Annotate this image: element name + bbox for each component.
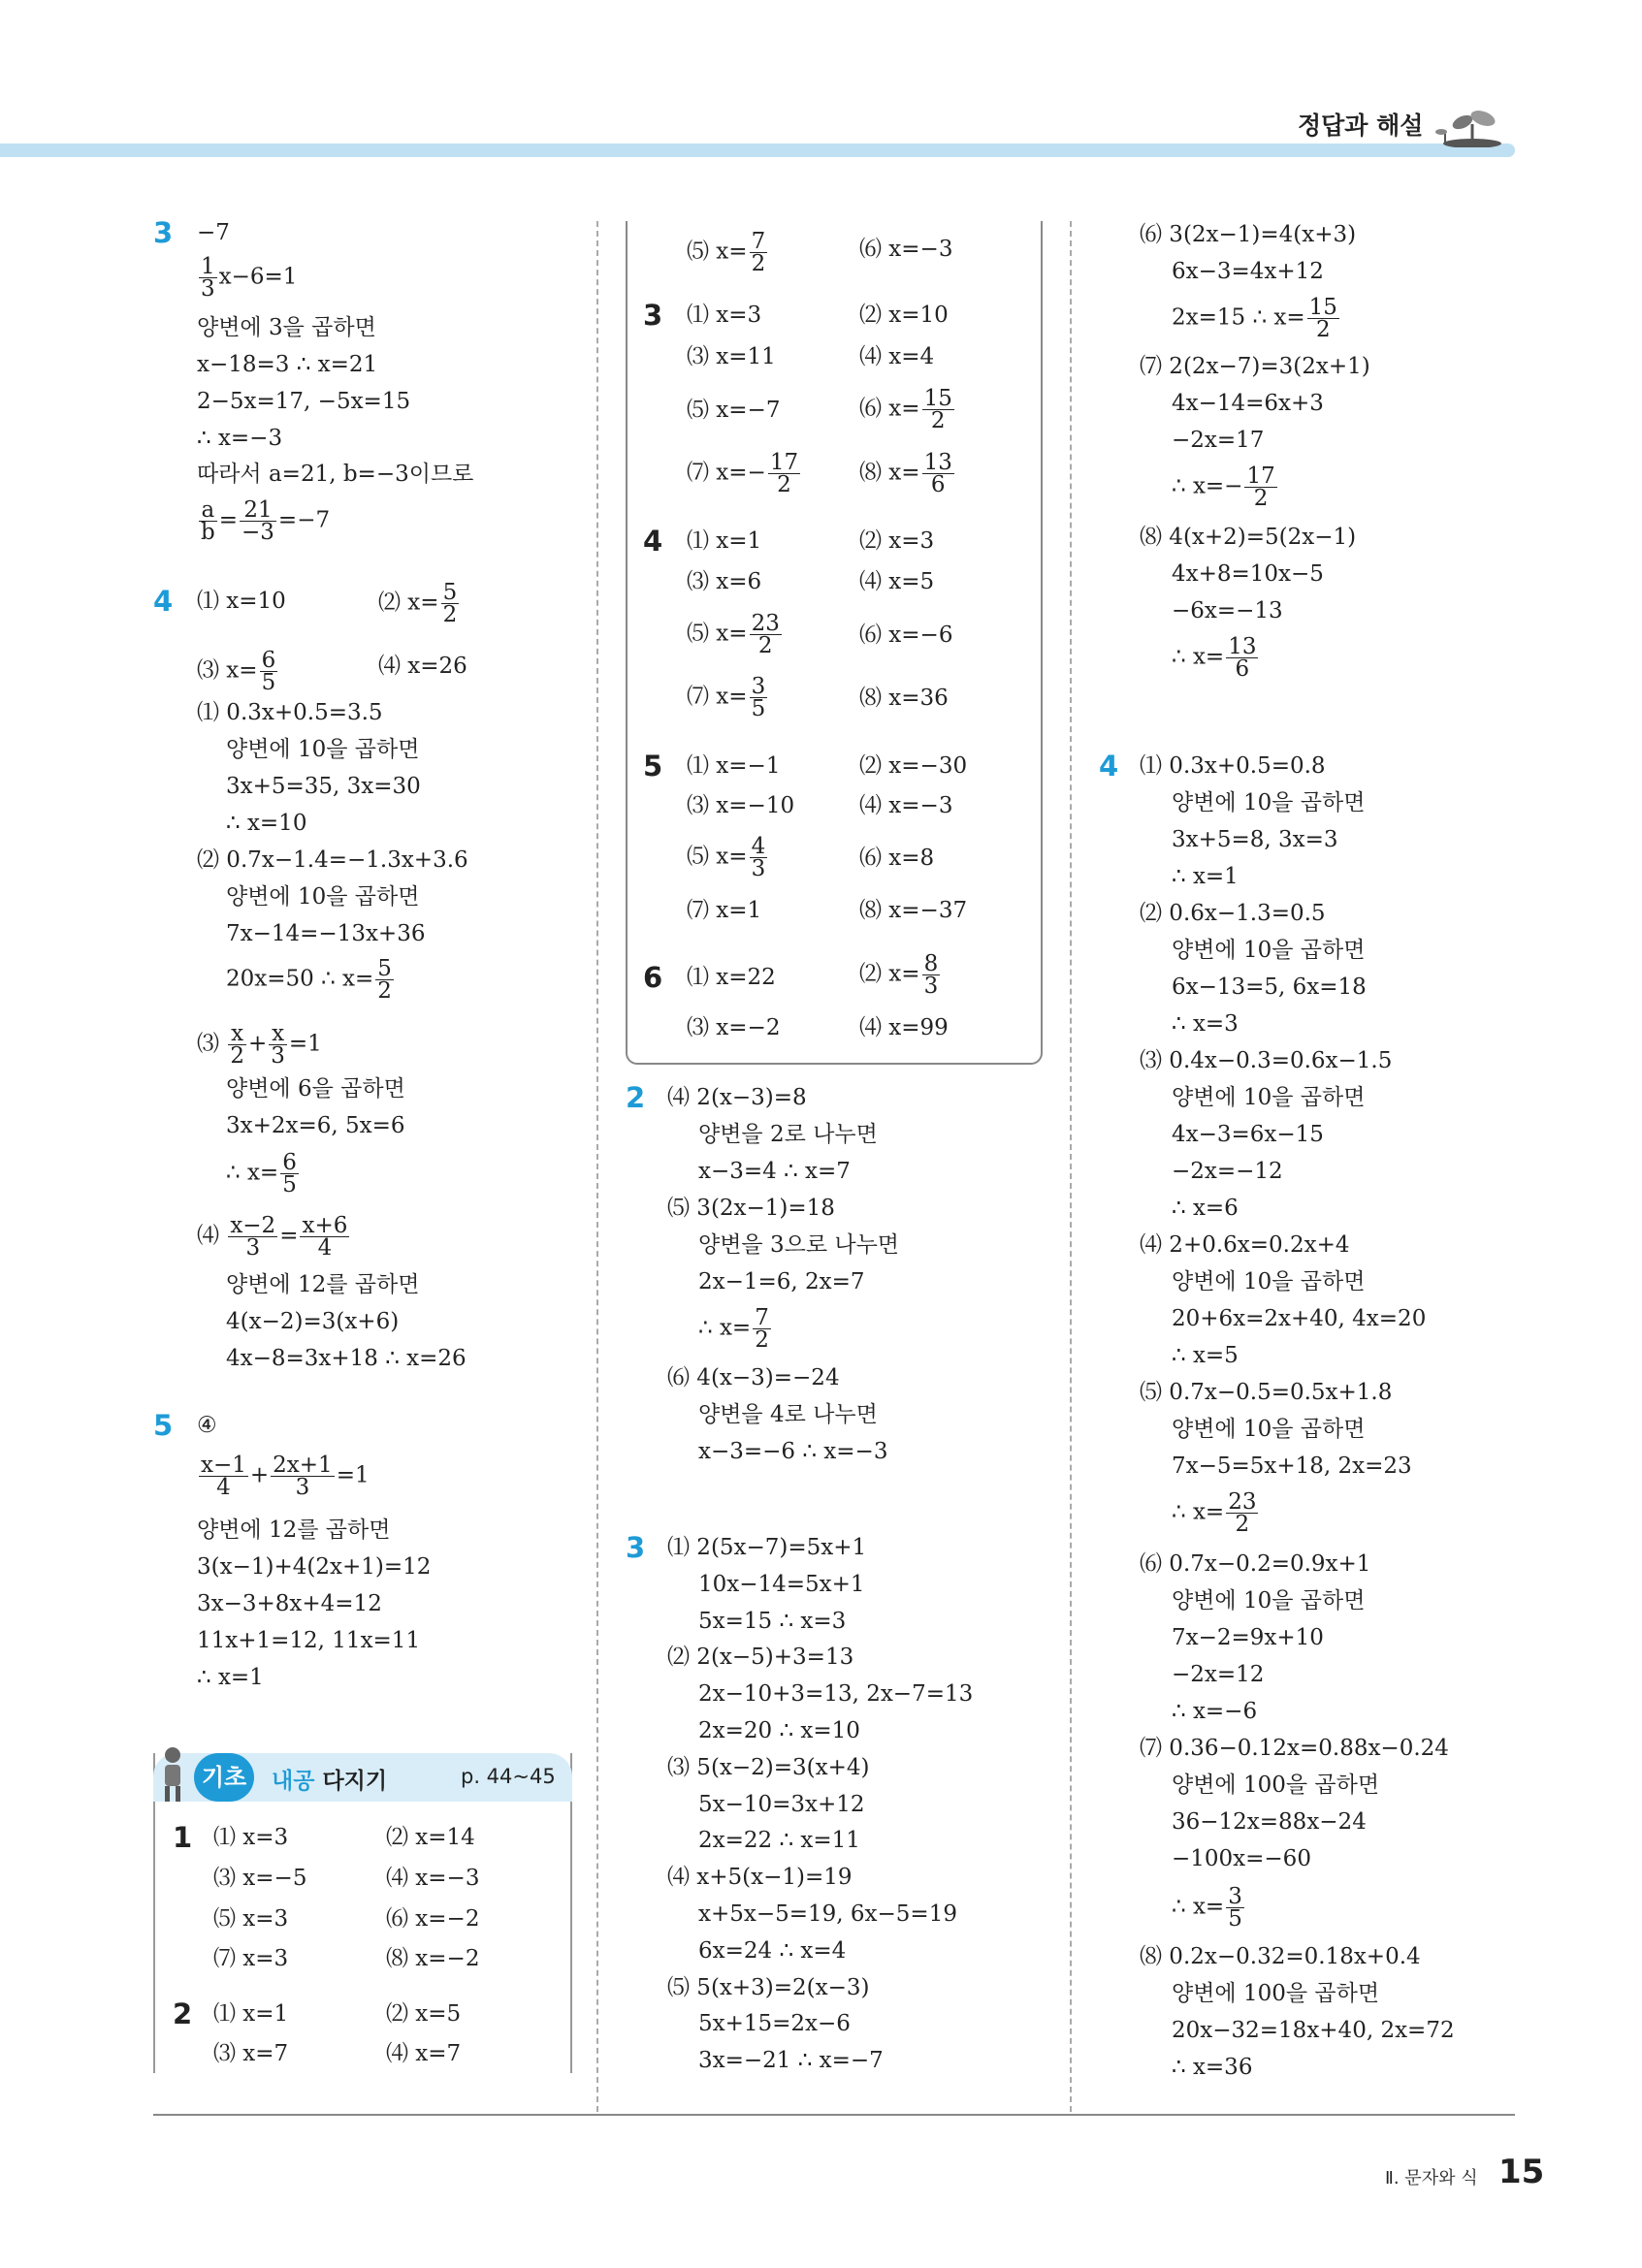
answer: ④ [197,1413,217,1438]
solution-line: 11x+1=12, 11x=11 [197,1628,421,1653]
equation-line: $\frac{a}{b}$ = $\frac{21}{-3}$ =−7 [201,497,331,545]
solution-line: ⑹ 4(x−3)=−24 [667,1365,840,1390]
solution-line: ⑹ 3(2x−1)=4(x+3) [1140,222,1357,247]
header-bar [0,144,1515,157]
solution-line: 3x−3+8x+4=12 [197,1591,382,1616]
solution-line: ∴ x=6 [1172,1196,1239,1221]
answer: ⑴ x=3 [687,303,762,328]
solution-line: ⑵ 0.6x−1.3=0.5 [1140,901,1326,926]
solution-line: 36−12x=88x−24 [1172,1809,1367,1835]
solution-line: 양변에 10을 곱하면 [1172,1085,1366,1110]
solution-line: 20x−32=18x+40, 2x=72 [1172,2018,1455,2043]
solution-line: ∴ x=−3 [197,426,283,451]
solution-line: 2x=15 ∴ x= $\frac{15}{2}$ [1172,295,1337,342]
kicho-pages: p. 44~45 [461,1765,556,1788]
answer: −7 [197,220,230,245]
answer: ⑵ x=5 [386,2001,462,2027]
solution-line: 6x−13=5, 6x=18 [1172,974,1367,1000]
answer: ⑴ x=22 [687,965,776,990]
answer: ⑶ x=6 [687,569,762,594]
answer: ⑵ x=3 [859,528,935,554]
question-number: 3 [643,299,663,332]
solution-line: ⑹ 0.7x−0.2=0.9x+1 [1140,1551,1371,1577]
sprout-icon [1433,105,1511,147]
solution-line: 4x−8=3x+18 ∴ x=26 [226,1346,467,1371]
answer: ⑴ x=−1 [687,753,781,779]
solution-line: 양변에 10을 곱하면 [1172,790,1366,815]
solution-line: −2x=−12 [1172,1159,1283,1184]
answer: ⑺ x=− $\frac{17}{2}$ [687,450,799,497]
solution-line: 5x−10=3x+12 [698,1791,865,1817]
solution-line: ⑸ 5(x+3)=2(x−3) [667,1974,870,2000]
solution-line: 양변에 6을 곱하면 [226,1076,405,1102]
solution-line: −2x=17 [1172,428,1265,453]
solution-line: x−3=4 ∴ x=7 [698,1159,851,1184]
answer: ⑵ x= $\frac{5}{2}$ [378,580,458,627]
answer: ⑷ x=4 [859,344,935,369]
answer: ⑸ x= $\frac{4}{3}$ [687,834,766,881]
solution-line: 양변에 10을 곱하면 [226,884,420,910]
answer: ⑶ x=7 [213,2041,289,2066]
character-icon [155,1745,190,1804]
answer: ⑹ x=−2 [386,1906,480,1932]
answer: ⑻ x=36 [859,686,949,711]
solution-line: 2x−1=6, 2x=7 [698,1269,865,1294]
solution-line: 양변에 100을 곱하면 [1172,1773,1380,1798]
solution-line: ⑵ 0.7x−1.4=−1.3x+3.6 [197,847,468,873]
question-number: 1 [173,1821,193,1854]
page-number: 15 [1498,2153,1545,2191]
solution-line: 2x=20 ∴ x=10 [698,1718,860,1743]
answer: ⑷ x=7 [386,2041,462,2066]
solution-line: ⑴ 2(5x−7)=5x+1 [667,1535,867,1560]
solution-line: 20x=50 ∴ x= $\frac{5}{2}$ [226,956,392,1004]
solution-line: 4x−3=6x−15 [1172,1122,1324,1147]
question-number: 2 [626,1081,646,1114]
answer: ⑷ x=5 [859,569,935,594]
solution-line: ⑸ 0.7x−0.5=0.5x+1.8 [1140,1380,1393,1405]
solution-line: 2x=22 ∴ x=11 [698,1828,860,1854]
solution-line: ⑺ 0.36−0.12x=0.88x−0.24 [1140,1736,1449,1761]
kicho-title: 내공 다지기 [272,1769,388,1794]
answer: ⑸ x=3 [213,1906,289,1932]
solution-line: ∴ x=3 [1172,1011,1239,1037]
solution-line: 양변에 10을 곱하면 [1172,1588,1366,1613]
solution-line: ∴ x=1 [1172,864,1239,889]
solution-line: ⑶ 0.4x−0.3=0.6x−1.5 [1140,1048,1393,1073]
solution-line: −6x=−13 [1172,598,1283,623]
solution-line: ⑻ 0.2x−0.32=0.18x+0.4 [1140,1944,1421,1969]
solution-line: x−3=−6 ∴ x=−3 [698,1439,888,1464]
question-number: 4 [153,585,174,618]
question-number: 3 [153,216,174,249]
solution-line: 5x=15 ∴ x=3 [698,1608,847,1634]
solution-line: 7x−5=5x+18, 2x=23 [1172,1453,1412,1479]
answer: ⑵ x=−30 [859,753,968,779]
solution-line: ⑺ 2(2x−7)=3(2x+1) [1140,354,1370,379]
solution-line: ⑷ 2+0.6x=0.2x+4 [1140,1232,1350,1258]
answer: ⑶ x=−5 [213,1866,307,1891]
answer: ⑻ x=−37 [859,898,968,923]
solution-line: ∴ x=5 [1172,1343,1239,1368]
solution-line: −2x=12 [1172,1662,1265,1687]
answer: ⑷ x=−3 [859,793,953,818]
question-number: 4 [1099,750,1119,783]
solution-line: 양변에 10을 곱하면 [226,737,420,762]
solution-line: −100x=−60 [1172,1846,1311,1871]
answer: ⑴ x=1 [687,528,762,554]
solution-line: ⑷ 2(x−3)=8 [667,1085,807,1110]
question-number: 3 [626,1531,646,1564]
answer: ⑹ x= $\frac{15}{2}$ [859,386,952,433]
solution-line: 7x−2=9x+10 [1172,1625,1324,1650]
solution-line: 4(x−2)=3(x+6) [226,1309,400,1334]
solution-line: ⑻ 4(x+2)=5(2x−1) [1140,525,1357,550]
solution-line: ∴ x= $\frac{6}{5}$ [226,1150,297,1198]
solution-line: 4x+8=10x−5 [1172,561,1324,587]
solution-line: ∴ x= $\frac{7}{2}$ [698,1305,769,1353]
solution-line: x+5x−5=19, 6x−5=19 [698,1901,957,1927]
answer: ⑺ x=3 [213,1946,289,1971]
solution-line: 양변에 12를 곱하면 [226,1272,420,1297]
solution-line: 3(x−1)+4(2x+1)=12 [197,1554,432,1580]
answer: ⑷ x=99 [859,1015,949,1040]
solution-line: 양변을 3으로 나누면 [698,1232,899,1258]
solution-line: ⑴ 0.3x+0.5=0.8 [1140,753,1326,779]
solution-line: ⑵ 2(x−5)+3=13 [667,1645,854,1671]
solution-line: 7x−14=−13x+36 [226,921,426,946]
answer: ⑶ x=−10 [687,793,795,818]
solution-line: 양변에 3을 곱하면 [197,315,376,340]
solution-line: x−18=3 ∴ x=21 [197,352,378,377]
solution-line: ∴ x=36 [1172,2055,1253,2080]
solution-line: 6x=24 ∴ x=4 [698,1937,847,1964]
answer: ⑸ x= $\frac{7}{2}$ [687,229,766,276]
solution-line: ⑷ $\frac{x-2}{3}$ = $\frac{x+6}{4}$ [197,1213,348,1261]
answer: ⑵ x=14 [386,1825,475,1850]
answer: ⑺ x= $\frac{3}{5}$ [687,674,766,721]
equation-line: $\frac{1}{3}$ x−6=1 [201,254,298,302]
solution-line: ∴ x= $\frac{23}{2}$ [1172,1489,1257,1537]
page-header-title: 정답과 해설 [1298,112,1424,140]
answer: ⑹ x=8 [859,846,935,871]
solution-line: ⑶ 5(x−2)=3(x+4) [667,1754,870,1780]
footer-line [153,2114,1515,2116]
solution-line: 3x+2x=6, 5x=6 [226,1113,405,1138]
answer: ⑴ x=10 [197,589,286,614]
answer: ⑹ x=−3 [859,237,953,262]
answer: ⑴ x=1 [213,2001,289,2027]
answer: ⑶ x=11 [687,344,776,369]
question-number: 5 [153,1409,174,1442]
question-number: 4 [643,525,663,558]
answer: ⑸ x=−7 [687,398,781,423]
answer: ⑷ x=−3 [386,1866,480,1891]
solution-line: ⑷ x+5(x−1)=19 [667,1865,853,1891]
answer: ⑷ x=26 [378,654,467,679]
solution-line: ⑸ 3(2x−1)=18 [667,1196,835,1221]
equation-line: $\frac{x-1}{4}$ + $\frac{2x+1}{3}$ =1 [201,1453,370,1500]
solution-line: ∴ x=−6 [1172,1699,1258,1724]
answer: ⑵ x=10 [859,303,949,328]
solution-line: 양변에 10을 곱하면 [1172,1417,1366,1442]
solution-line: 따라서 a=21, b=−3이므로 [197,462,474,487]
question-number: 2 [173,1997,193,2030]
kicho-badge: 기초 [194,1753,254,1802]
answer: ⑻ x= $\frac{13}{6}$ [859,450,952,497]
question-number: 6 [643,961,663,994]
solution-line: ∴ x=− $\frac{17}{2}$ [1172,463,1275,511]
fraction: $\frac{1}{3}$ [201,254,215,302]
solution-line: 4x−14=6x+3 [1172,391,1324,416]
solution-line: ∴ x=10 [226,811,307,836]
footer-section: Ⅱ. 문자와 식 [1385,2168,1478,2188]
column-separator [596,221,598,2112]
solution-line: ∴ x=1 [197,1665,264,1690]
solution-line: 3x+5=8, 3x=3 [1172,827,1338,852]
solution-line: ⑶ $\frac{x}{2}$ + $\frac{x}{3}$ =1 [197,1021,322,1069]
solution-line: 양변에 100을 곱하면 [1172,1981,1380,2006]
solution-line: ⑴ 0.3x+0.5=3.5 [197,700,383,725]
solution-line: 20+6x=2x+40, 4x=20 [1172,1306,1427,1331]
solution-line: 양변에 10을 곱하면 [1172,938,1366,963]
answer: ⑶ x=−2 [687,1015,781,1040]
answer: ⑸ x= $\frac{23}{2}$ [687,611,780,658]
solution-line: 양변에 10을 곱하면 [1172,1269,1366,1294]
solution-line: 3x+5=35, 3x=30 [226,774,421,799]
question-number: 5 [643,750,663,783]
answer: ⑴ x=3 [213,1825,289,1850]
answer: ⑺ x=1 [687,898,762,923]
answer: ⑹ x=−6 [859,623,953,648]
solution-line: 양변에 12를 곱하면 [197,1517,391,1543]
solution-line: ∴ x= $\frac{3}{5}$ [1172,1884,1242,1932]
solution-line: 2−5x=17, −5x=15 [197,389,411,414]
solution-line: ∴ x= $\frac{13}{6}$ [1172,634,1257,682]
solution-line: 양변을 4로 나누면 [698,1402,878,1427]
answer: ⑵ x= $\frac{8}{3}$ [859,951,939,999]
solution-line: 2x−10+3=13, 2x−7=13 [698,1681,974,1708]
solution-line: 6x−3=4x+12 [1172,259,1324,284]
solution-line: 10x−14=5x+1 [698,1571,865,1597]
solution-line: 양변을 2로 나누면 [698,1122,878,1147]
solution-line: 5x+15=2x−6 [698,2011,851,2037]
answer: ⑻ x=−2 [386,1946,480,1971]
answer: ⑶ x= $\frac{6}{5}$ [197,648,276,695]
solution-line: 3x=−21 ∴ x=−7 [698,2048,884,2074]
column-separator [1070,221,1072,2112]
